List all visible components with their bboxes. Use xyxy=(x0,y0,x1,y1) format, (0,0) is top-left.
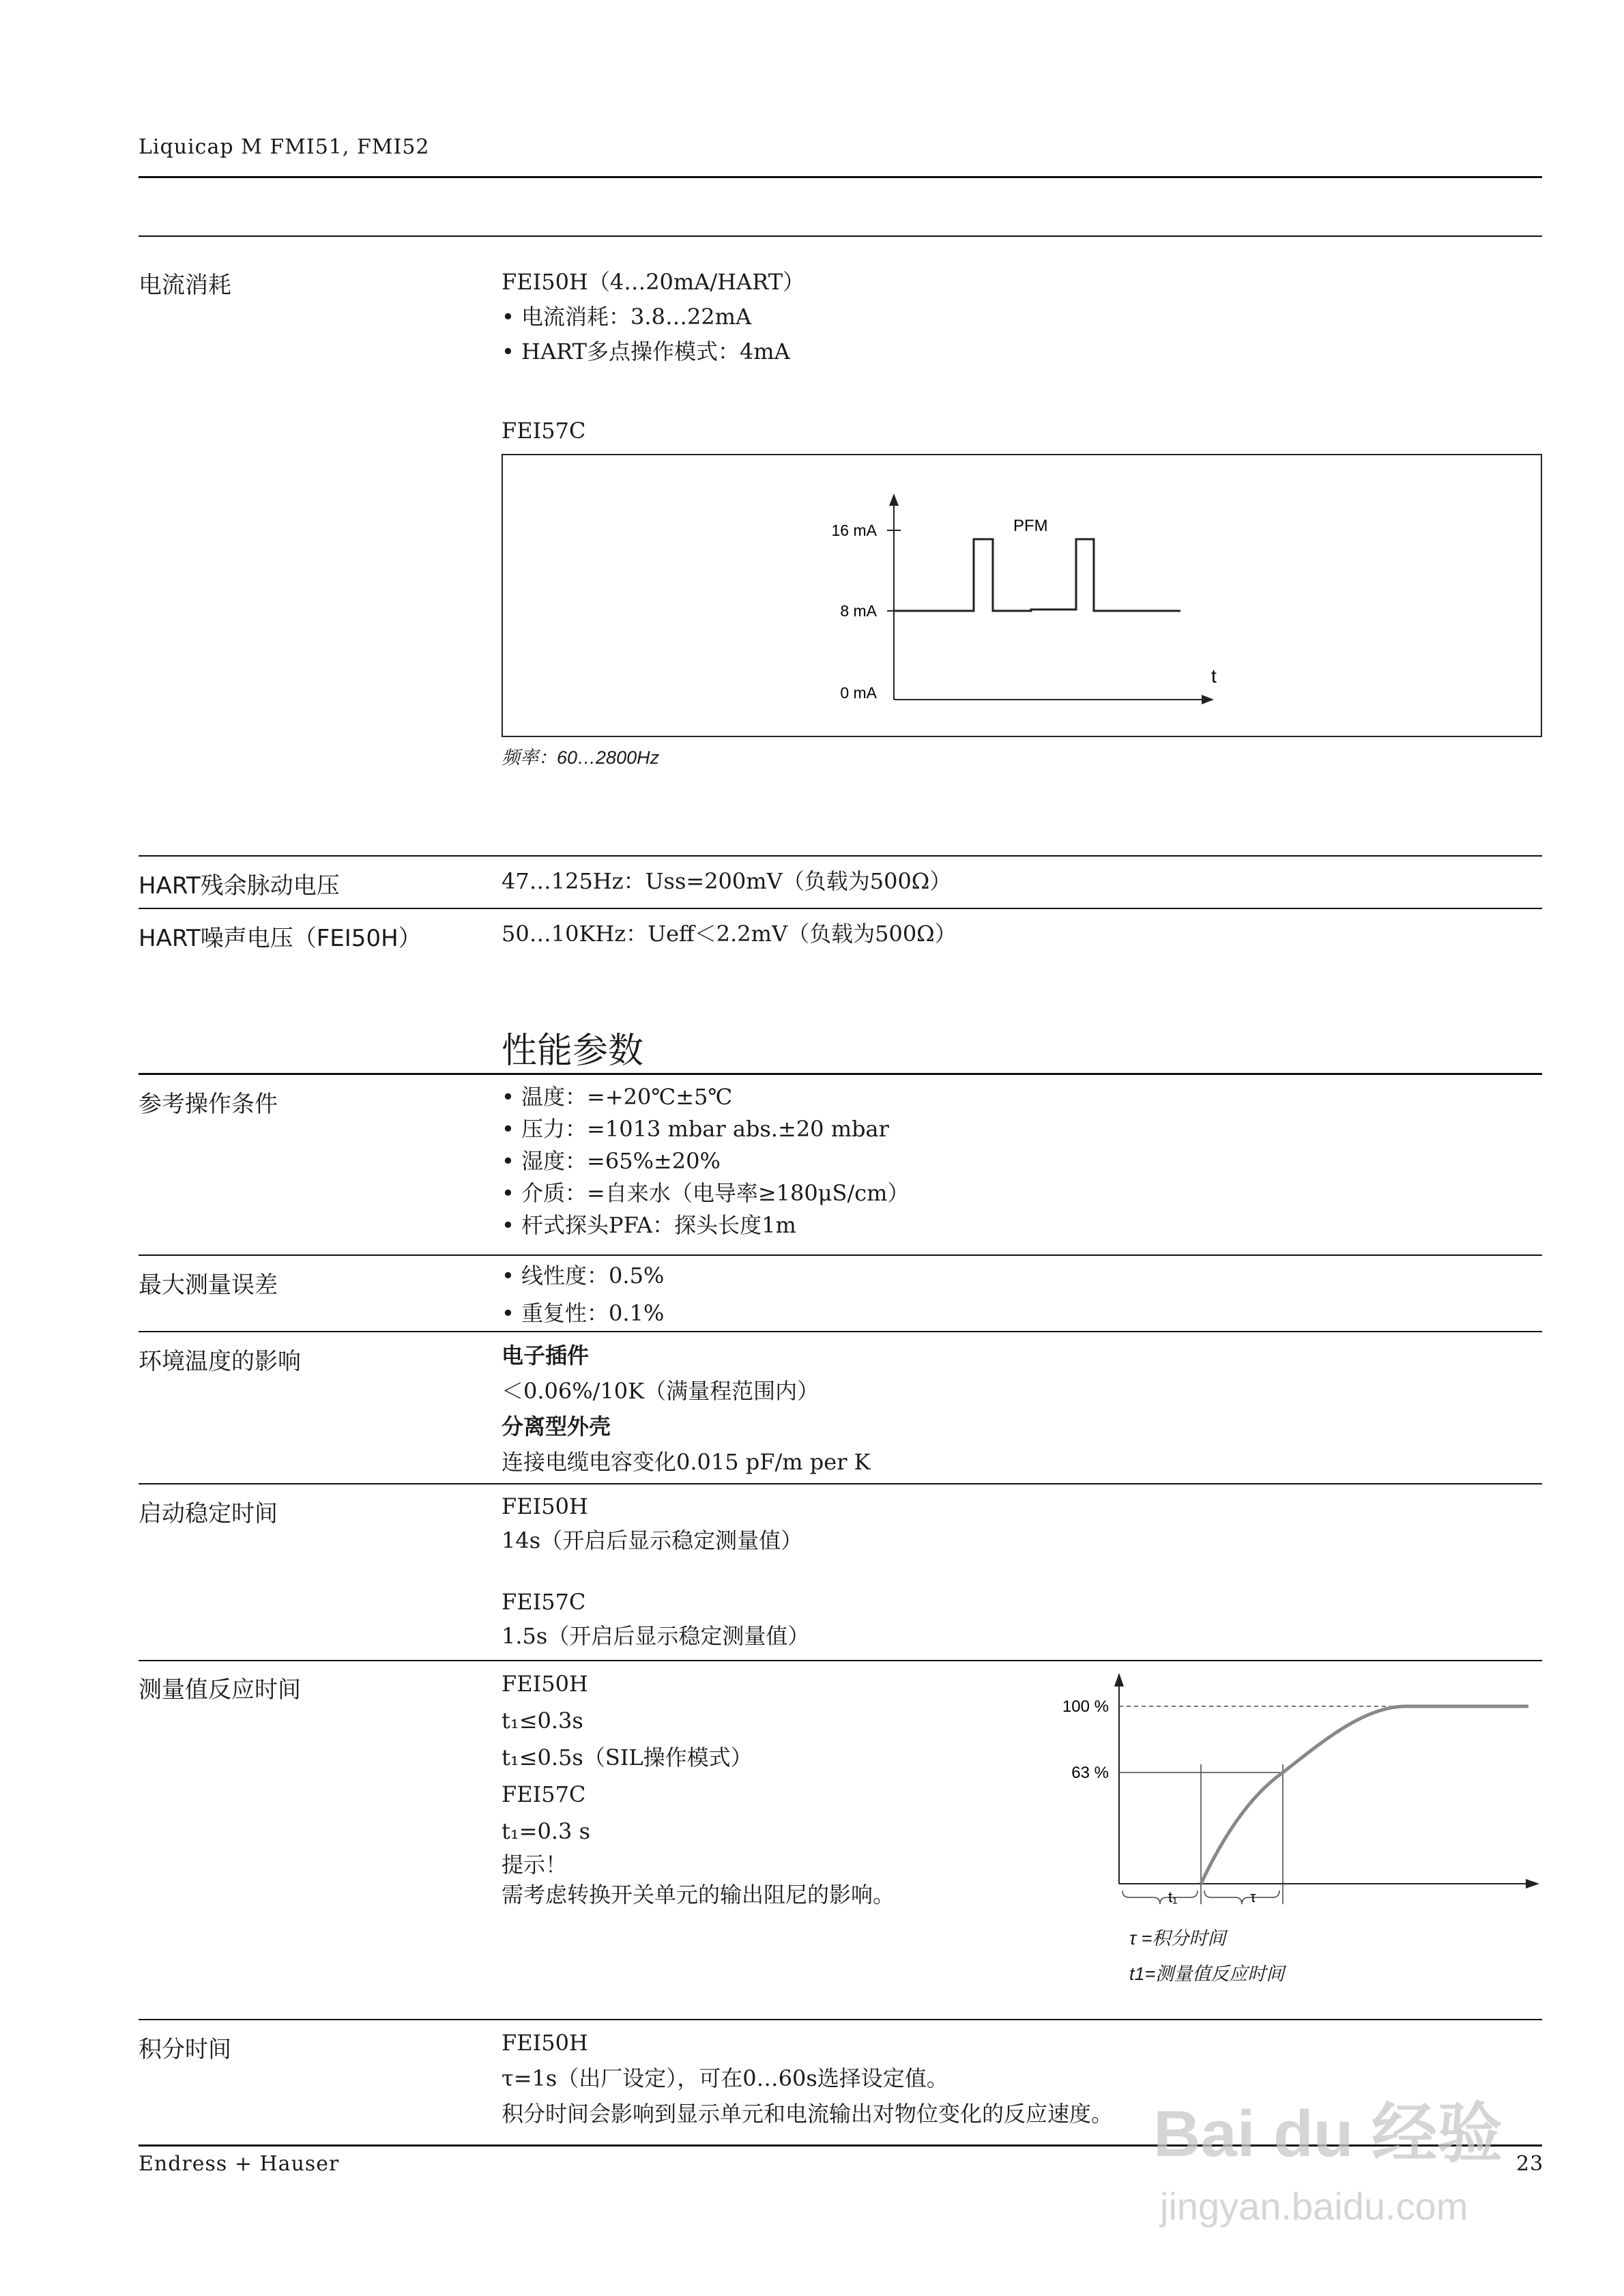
value-text: 14s（开启后显示稳定测量值） xyxy=(502,1527,803,1553)
max-error-label: 最大测量误差 xyxy=(139,1272,278,1299)
list-item: • 湿度：=65%±20% xyxy=(502,1148,721,1174)
hart-noise-label: HART噪声电压（FEI50H） xyxy=(139,925,422,952)
response-curve xyxy=(1201,1706,1528,1884)
value-text: 1.5s（开启后显示稳定测量值） xyxy=(502,1623,810,1649)
watermark-url: jingyan.baidu.com xyxy=(1160,2185,1468,2228)
hart-noise-value: 50…10KHz：Ueff＜2.2mV（负载为500Ω） xyxy=(502,921,957,947)
integration-time-label: 积分时间 xyxy=(139,2036,231,2063)
list-item: • 重复性：0.1% xyxy=(502,1300,665,1326)
subheading: FEI50H xyxy=(502,1493,588,1519)
current-item: • 电流消耗：3.8…22mA xyxy=(502,304,752,330)
list-item: • 介质：=自来水（电导率≥180μS/cm） xyxy=(502,1180,910,1206)
response-time-chart xyxy=(1051,1669,1549,1904)
page-number: 23 xyxy=(1516,2152,1544,2176)
startup-values xyxy=(502,1489,809,1653)
subheading: FEI50H xyxy=(502,1671,588,1697)
pfm-label: PFM xyxy=(1013,517,1048,535)
current-consumption-label: 电流消耗 xyxy=(139,272,231,299)
legend-t1: t1=测量值反应时间 xyxy=(1129,1964,1285,1984)
tick-8ma: 8 mA xyxy=(840,602,877,620)
subheading: 分离型外壳 xyxy=(502,1414,611,1439)
max-error-list xyxy=(502,1257,664,1332)
list-item: • 杆式探头PFA：探头长度1m xyxy=(502,1212,796,1238)
fei50h-heading: FEI50H（4…20mA/HART） xyxy=(502,269,805,295)
current-item: • HART多点操作模式：4mA xyxy=(502,339,790,364)
value-text: t₁≤0.5s（SIL操作模式） xyxy=(502,1745,753,1770)
note-title: 提示！ xyxy=(502,1852,568,1878)
tick-63: 63 % xyxy=(1071,1764,1109,1782)
footer-company: Endress + Hauser xyxy=(139,2152,340,2176)
tick-16ma: 16 mA xyxy=(831,521,877,539)
ambient-temp-label: 环境温度的影响 xyxy=(139,1348,301,1375)
t1-label: t₁ xyxy=(1168,1889,1178,1904)
subheading: FEI50H xyxy=(502,2030,588,2056)
tau-label: τ xyxy=(1250,1889,1256,1904)
row-divider xyxy=(139,1254,1542,1256)
note-text: 需考虑转换开关单元的输出阻尼的影响。 xyxy=(502,1882,895,1908)
ambient-temp-values xyxy=(502,1338,871,1480)
value-text: ＜0.06%/10K（满量程范围内） xyxy=(502,1378,820,1404)
row-divider xyxy=(139,855,1542,857)
row-divider xyxy=(139,1660,1542,1661)
pfm-chart xyxy=(502,454,1542,737)
list-item: • 压力：=1013 mbar abs.±20 mbar xyxy=(502,1116,889,1142)
fei57c-heading: FEI57C xyxy=(502,418,586,444)
tick-100: 100 % xyxy=(1062,1697,1109,1716)
value-text: τ=1s（出厂设定），可在0…60s选择设定值。 xyxy=(502,2065,948,2091)
row-divider xyxy=(139,1483,1542,1484)
section-title-rule xyxy=(139,1073,1542,1075)
response-time-values xyxy=(502,1665,895,1910)
list-item: • 线性度：0.5% xyxy=(502,1263,665,1289)
current-consumption-values xyxy=(502,265,804,369)
reference-conditions-label: 参考操作条件 xyxy=(139,1091,278,1118)
row-divider xyxy=(139,908,1542,909)
reference-conditions-list xyxy=(502,1081,910,1242)
subheading: 电子插件 xyxy=(502,1343,590,1368)
section-rule xyxy=(139,235,1542,237)
section-title: 性能参数 xyxy=(502,1031,644,1072)
hart-ripple-label: HART残余脉动电压 xyxy=(139,872,340,900)
watermark-logo: Bai du 经验 xyxy=(1153,2097,1503,2170)
value-text: t₁=0.3 s xyxy=(502,1818,590,1844)
tick-0ma: 0 mA xyxy=(840,684,877,702)
value-text: t₁≤0.3s xyxy=(502,1708,583,1734)
subheading: FEI57C xyxy=(502,1589,586,1615)
value-text: 连接电缆电容变化0.015 pF/m per K xyxy=(502,1449,871,1475)
response-time-label: 测量值反应时间 xyxy=(139,1676,301,1704)
row-divider xyxy=(139,1331,1542,1332)
header-rule xyxy=(139,176,1542,178)
subheading: FEI57C xyxy=(502,1781,586,1807)
row-divider xyxy=(139,2019,1542,2020)
startup-label: 启动稳定时间 xyxy=(139,1500,278,1527)
time-axis-label: t xyxy=(1211,665,1217,687)
hart-ripple-value: 47…125Hz：Uss=200mV（负载为500Ω） xyxy=(502,868,952,894)
legend-tau: τ =积分时间 xyxy=(1129,1928,1226,1949)
value-text: 积分时间会影响到显示单元和电流输出对物位变化的反应速度。 xyxy=(502,2101,1114,2127)
integration-time-values xyxy=(502,2025,1113,2132)
frequency-caption: 频率：60…2800Hz xyxy=(502,747,660,768)
document-header-title: Liquicap M FMI51, FMI52 xyxy=(139,135,430,159)
list-item: • 温度：=+20℃±5℃ xyxy=(502,1084,733,1110)
